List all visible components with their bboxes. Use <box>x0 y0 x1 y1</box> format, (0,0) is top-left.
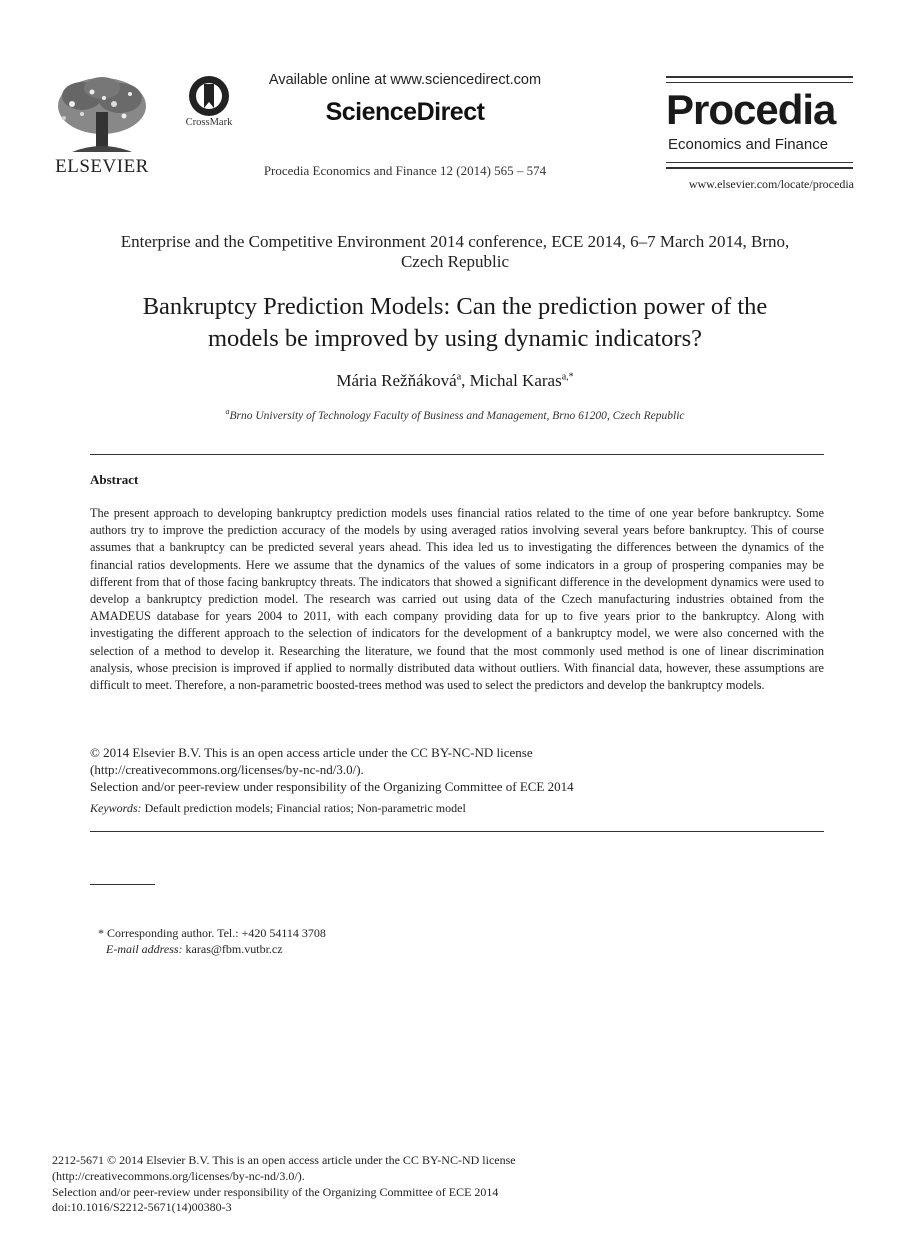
abstract-heading: Abstract <box>90 472 139 487</box>
license-line: © 2014 Elsevier B.V. This is an open access article under the CC BY-NC-ND license <box>90 745 533 760</box>
journal-reference: Procedia Economics and Finance 12 (2014) 565 – 574 <box>263 163 547 178</box>
author-separator: , <box>461 371 470 390</box>
divider <box>90 831 824 832</box>
review-statement: Selection and/or peer-review under responsibility of the Organizing Committee of ECE 2014 <box>90 779 574 794</box>
keywords-label: Keywords: <box>90 801 142 815</box>
footer-review-statement: Selection and/or peer-review under responsibility of the Organizing Committee of ECE 2014 <box>52 1184 499 1199</box>
brand-rule-top <box>666 76 853 78</box>
keywords-list: Default prediction models; Financial ratios; Non-parametric model <box>141 801 466 815</box>
abstract-body: The present approach to developing bankruptcy prediction models uses financial ratios related to the time of one year before bankruptcy. Some authors try to improve the prediction accuracy of the models by using averaged ratios involving several years before bankruptcy. This of course assumes that a bankruptcy can be predicted several years ahead. This idea led us to investigating the differences between the dynamics of the financial ratios developments. Here we assume that the dynamics of the values of some indicators in a group of prospering companies may be different from that of those facing bankruptcy threats. The indicators that showed a significant difference in the development dynamics were used to develop a bankruptcy prediction model. The research was carried out using data of the Czech manufacturing industries obtained from the AMADEUS database for years 2004 to 2011, with each company providing data for up to five years prior to the bankruptcy. Along with investigating the different approach to the selection of indicators for the development of a bankruptcy model, we were also concerned with the selection of a method to develop it. Researching the literature, we found that the most commonly used method is one of linear discrimination analysis, whose precision is improved if applied to normally distributed data without outliers. With financial data, however, these assumptions are difficult to meet. Therefore, a non-parametric boosted-trees method was used to select the predictors and develop the bankruptcy models. <box>90 506 824 693</box>
sciencedirect-logo: ScienceDirect <box>325 98 485 126</box>
elsevier-wordmark: ELSEVIER <box>55 156 149 177</box>
procedia-subtitle: Economics and Finance <box>668 136 829 153</box>
affiliation <box>60 407 850 422</box>
brand-rule-bottom-thin <box>666 162 853 163</box>
divider <box>90 454 824 455</box>
title-line-1: Bankruptcy Prediction Models: Can the prediction power of the <box>142 293 768 320</box>
license-block <box>90 744 824 795</box>
email-line <box>106 942 283 957</box>
author-name: Michal Karas <box>469 371 562 390</box>
footnote-rule <box>90 884 155 885</box>
procedia-logo: Procedia <box>666 86 836 133</box>
issn-license: 2212-5671 © 2014 Elsevier B.V. This is an open access article under the CC BY-NC-ND license <box>52 1153 516 1167</box>
conference-info <box>60 232 850 272</box>
footer-license-link[interactable]: (http://creativecommons.org/licenses/by-nc-nd/3.0/). <box>52 1168 305 1183</box>
journal-url[interactable]: www.elsevier.com/locate/procedia <box>688 177 854 191</box>
affiliation-text: Brno University of Technology Faculty of Business and Management, Brno 61200, Czech Republic <box>229 409 685 422</box>
available-online-text: Available online at www.sciencedirect.com <box>268 72 542 88</box>
brand-rule-bottom <box>666 167 853 169</box>
author-affiliation-mark: a <box>456 371 462 383</box>
author-affiliation-mark: a,* <box>561 371 574 383</box>
conference-line-1: Enterprise and the Competitive Environment 2014 conference, ECE 2014, 6–7 March 2014, Brno, <box>120 232 790 251</box>
author-list <box>60 371 850 391</box>
author-name: Mária Režňáková <box>336 371 457 390</box>
conference-line-2: Czech Republic <box>400 252 510 271</box>
brand-rule-top-thin <box>666 82 853 83</box>
paper-title <box>60 291 850 355</box>
title-line-2: models be improved by using dynamic indicators? <box>208 325 702 352</box>
license-link[interactable]: (http://creativecommons.org/licenses/by-nc-nd/3.0/). <box>90 762 364 777</box>
doi[interactable]: doi:10.1016/S2212-5671(14)00380-3 <box>52 1200 232 1215</box>
page-footer <box>52 1153 812 1216</box>
keywords <box>90 801 824 816</box>
email-address[interactable]: karas@fbm.vutbr.cz <box>182 942 283 956</box>
email-label: E-mail address: <box>106 942 183 956</box>
crossmark-label: CrossMark <box>185 117 233 128</box>
corresponding-author: * Corresponding author. Tel.: +420 54114 3708 <box>98 926 326 940</box>
affiliation-mark: a <box>225 407 230 416</box>
